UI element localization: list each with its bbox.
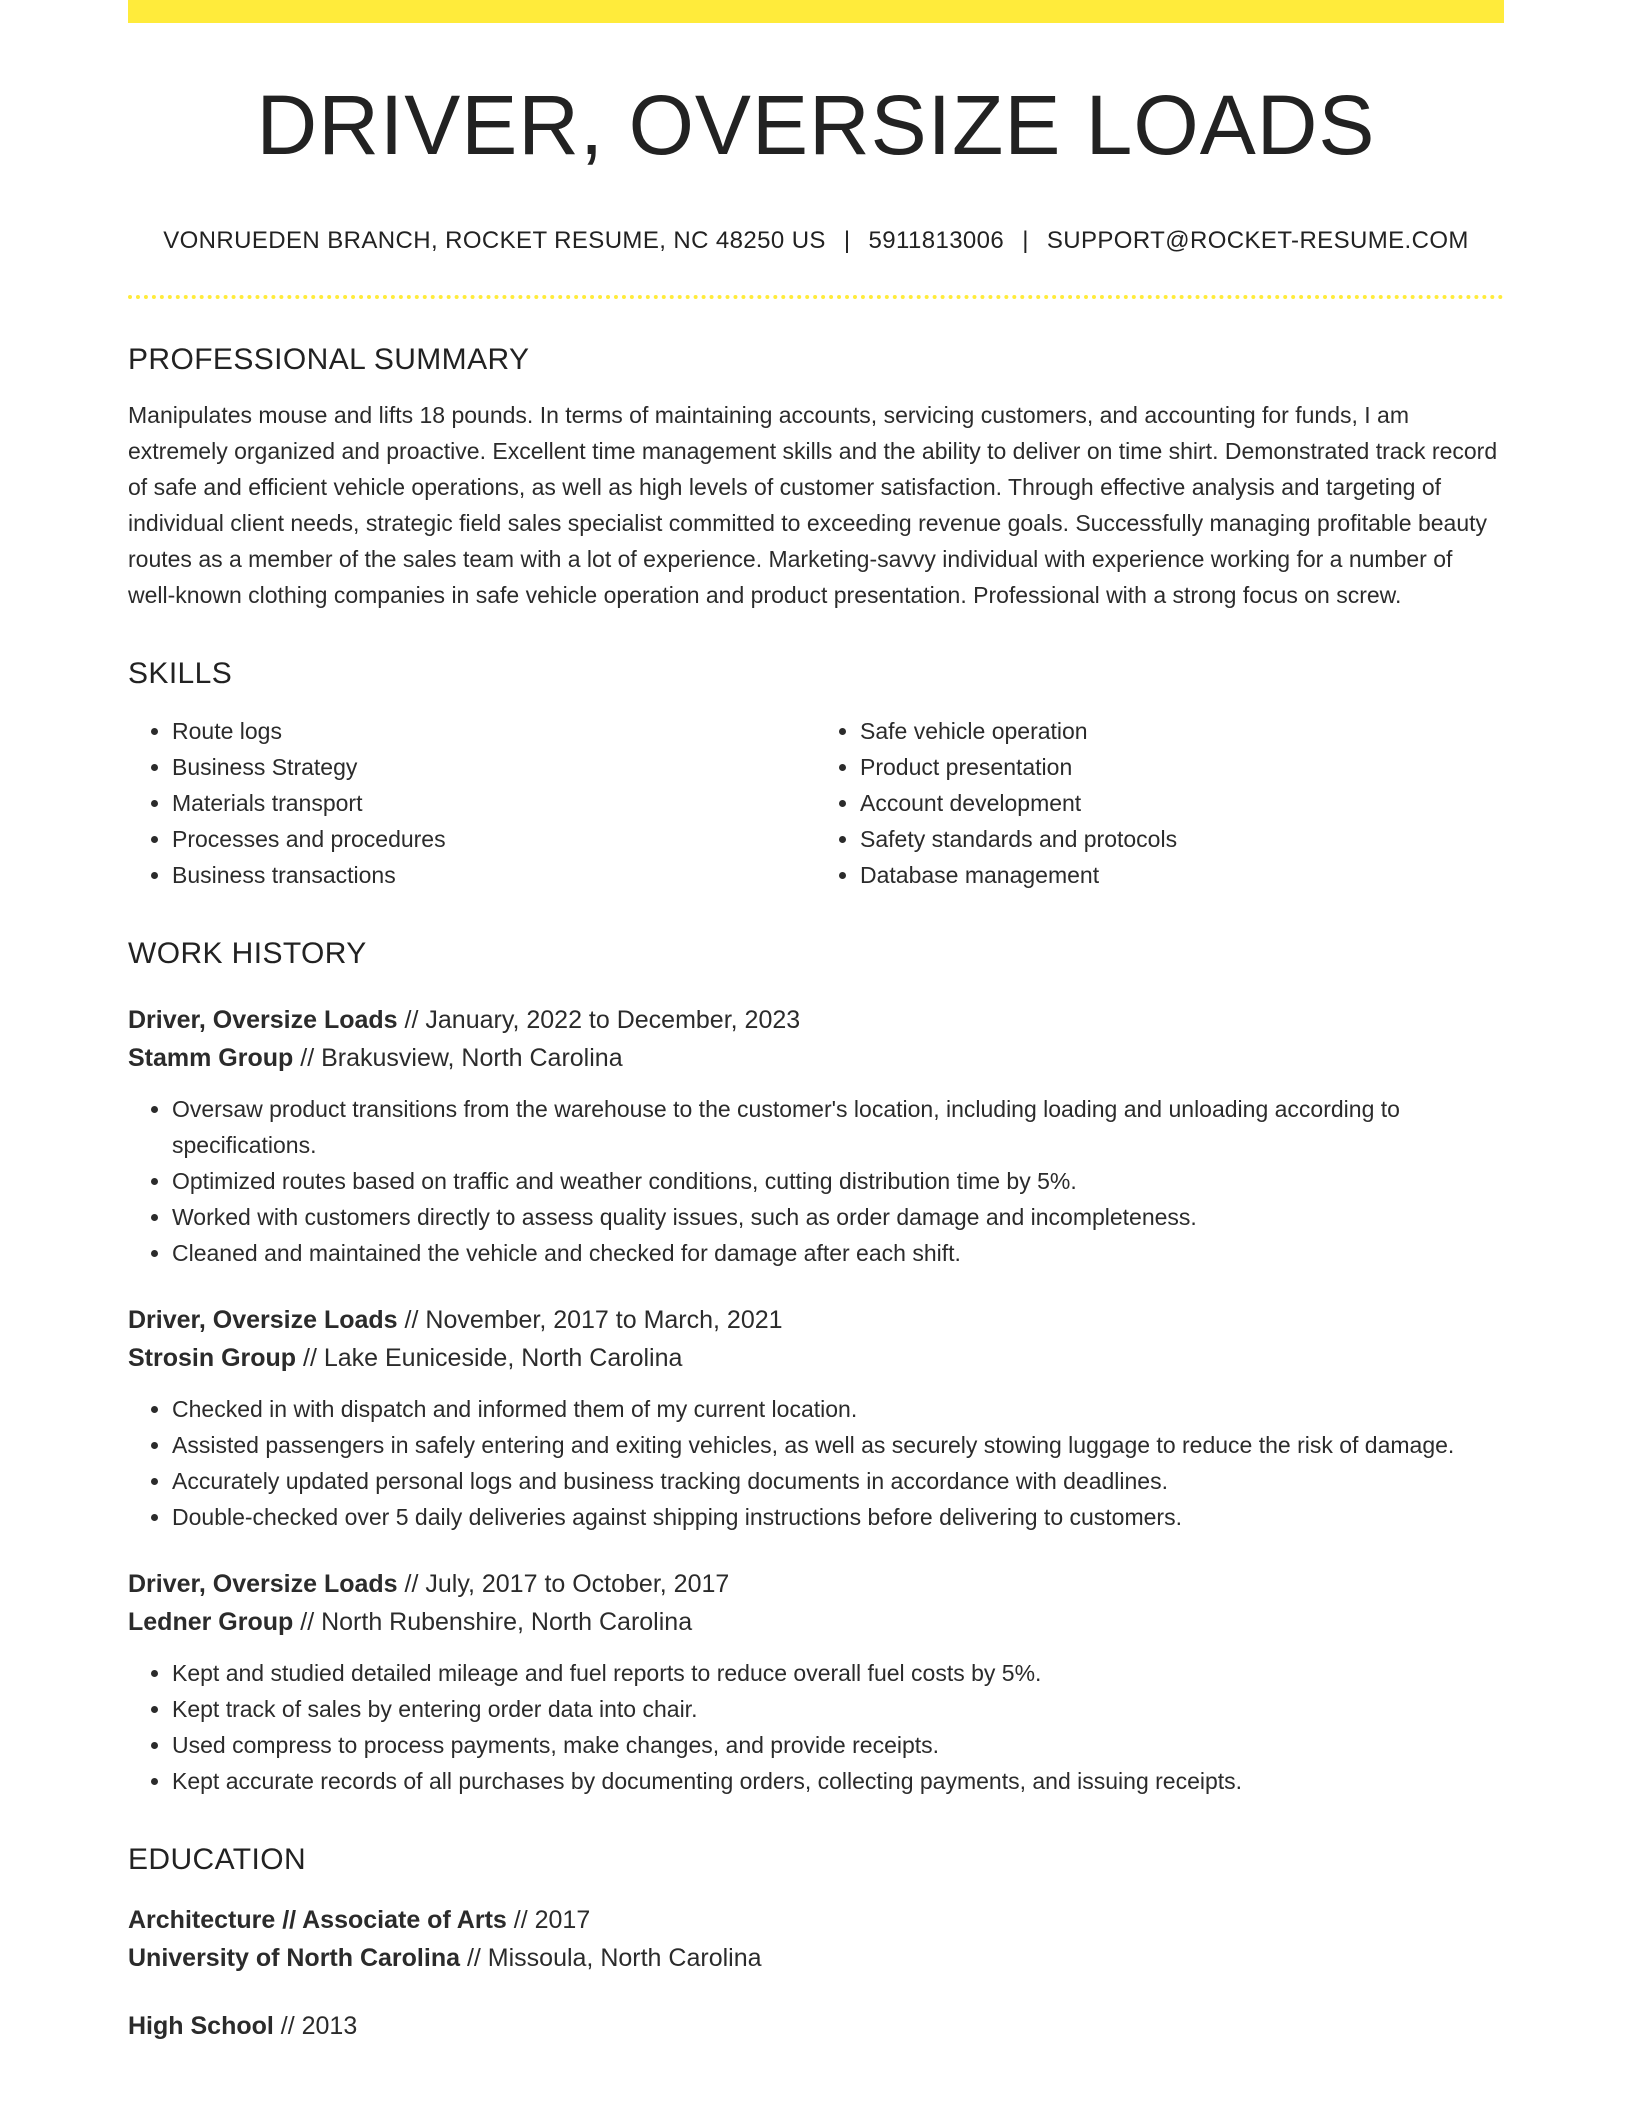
summary-heading: PROFESSIONAL SUMMARY <box>128 343 530 376</box>
job-bullet: • Assisted passengers in safely entering and exiting vehicles, as well as securely stowing luggage to reduce the risk of damage. <box>172 1427 1504 1463</box>
job-bullet: • Kept and studied detailed mileage and fuel reports to reduce overall fuel costs by 5%. <box>172 1655 1504 1691</box>
accent-bar <box>128 0 1504 23</box>
job-bullets <box>128 1091 1504 1271</box>
education-degree-line <box>128 1901 1504 1939</box>
job-entry <box>128 1565 1504 1799</box>
job-bullet: • Oversaw product transitions from the warehouse to the customer's location, including loading and unloading according to specifications. <box>172 1091 1504 1163</box>
job-title: Driver, Oversize Loads <box>128 1306 398 1334</box>
skill-item: • Business transactions <box>172 857 816 893</box>
job-location: // Brakusview, North Carolina <box>300 1044 623 1072</box>
job-entry <box>128 1001 1504 1271</box>
skill-item: • Account development <box>860 785 1504 821</box>
skills-list <box>128 713 1504 893</box>
education-heading: EDUCATION <box>128 1843 307 1876</box>
job-bullet: • Accurately updated personal logs and business tracking documents in accordance with deadlines. <box>172 1463 1504 1499</box>
skills-heading: SKILLS <box>128 657 233 690</box>
education-degree: Architecture // Associate of Arts <box>128 1906 507 1934</box>
education-year: // 2013 <box>280 2012 358 2040</box>
job-bullet: • Checked in with dispatch and informed them of my current location. <box>172 1391 1504 1427</box>
job-bullet: • Cleaned and maintained the vehicle and checked for damage after each shift. <box>172 1235 1504 1271</box>
job-dates: // November, 2017 to March, 2021 <box>404 1306 783 1334</box>
contact-separator: | <box>1022 227 1029 254</box>
resume-title: DRIVER, OVERSIZE LOADS <box>256 78 1376 172</box>
job-title: Driver, Oversize Loads <box>128 1570 398 1598</box>
job-bullet: • Kept accurate records of all purchases by documenting orders, collecting payments, and issuing receipts. <box>172 1763 1504 1799</box>
work-history-heading: WORK HISTORY <box>128 937 367 970</box>
skill-item: • Safe vehicle operation <box>860 713 1504 749</box>
summary-text: Manipulates mouse and lifts 18 pounds. In terms of maintaining accounts, servicing customers, and accounting for funds, I am extremely organized and proactive. Excellent time management skills and the ability to deliver on time shirt. Demonstrated track record of safe and efficient vehicle operations, as well as high levels of customer satisfaction. Through effective analysis and targeting of individual client needs, strategic field sales specialist committed to exceeding revenue goals. Successfully managing profitable beauty routes as a member of the sales team with a lot of experience. Marketing-savvy individual with experience working for a number of well-known clothing companies in safe vehicle operation and product presentation. Professional with a strong focus on screw. <box>128 402 1498 608</box>
job-company: Stamm Group <box>128 1044 294 1072</box>
skill-item: • Safety standards and protocols <box>860 821 1504 857</box>
job-bullet: • Used compress to process payments, make changes, and provide receipts. <box>172 1727 1504 1763</box>
job-bullet: • Worked with customers directly to assess quality issues, such as order damage and incompleteness. <box>172 1199 1504 1235</box>
education-degree-line <box>128 2007 1504 2045</box>
job-title-line <box>128 1001 1504 1039</box>
skill-item: • Product presentation <box>860 749 1504 785</box>
job-title-line <box>128 1565 1504 1603</box>
skill-item: • Materials transport <box>172 785 816 821</box>
job-bullet: • Double-checked over 5 daily deliveries against shipping instructions before delivering to customers. <box>172 1499 1504 1535</box>
contact-email[interactable]: SUPPORT@ROCKET-RESUME.COM <box>1046 227 1469 254</box>
job-company-line <box>128 1339 1504 1377</box>
job-location: // Lake Euniceside, North Carolina <box>303 1344 683 1372</box>
education-entry <box>128 1901 1504 1977</box>
skill-item: • Database management <box>860 857 1504 893</box>
job-entry <box>128 1301 1504 1535</box>
header-divider <box>128 295 1504 299</box>
contact-line <box>128 227 1504 255</box>
education-year: // 2017 <box>513 1906 591 1934</box>
education-school: University of North Carolina <box>128 1944 460 1972</box>
job-dates: // January, 2022 to December, 2023 <box>404 1006 801 1034</box>
skill-item: • Route logs <box>172 713 816 749</box>
contact-address: VONRUEDEN BRANCH, ROCKET RESUME, NC 48250 US <box>163 227 826 254</box>
job-title: Driver, Oversize Loads <box>128 1006 398 1034</box>
job-bullets <box>128 1655 1504 1799</box>
education-degree: High School <box>128 2012 274 2040</box>
skills-column-right <box>816 713 1504 893</box>
skills-column-left <box>128 713 816 893</box>
job-company: Strosin Group <box>128 1344 297 1372</box>
job-company: Ledner Group <box>128 1608 294 1636</box>
job-bullets <box>128 1391 1504 1535</box>
job-location: // North Rubenshire, North Carolina <box>300 1608 693 1636</box>
contact-phone: 5911813006 <box>868 227 1005 254</box>
job-bullet: • Optimized routes based on traffic and weather conditions, cutting distribution time by 5%. <box>172 1163 1504 1199</box>
job-title-line <box>128 1301 1504 1339</box>
skill-item: • Business Strategy <box>172 749 816 785</box>
job-company-line <box>128 1039 1504 1077</box>
job-dates: // July, 2017 to October, 2017 <box>404 1570 730 1598</box>
job-bullet: • Kept track of sales by entering order data into chair. <box>172 1691 1504 1727</box>
education-entry <box>128 2007 1504 2045</box>
education-location: // Missoula, North Carolina <box>466 1944 762 1972</box>
job-company-line <box>128 1603 1504 1641</box>
education-school-line <box>128 1939 1504 1977</box>
contact-separator: | <box>843 227 851 254</box>
skill-item: • Processes and procedures <box>172 821 816 857</box>
resume-page <box>128 0 1504 2045</box>
